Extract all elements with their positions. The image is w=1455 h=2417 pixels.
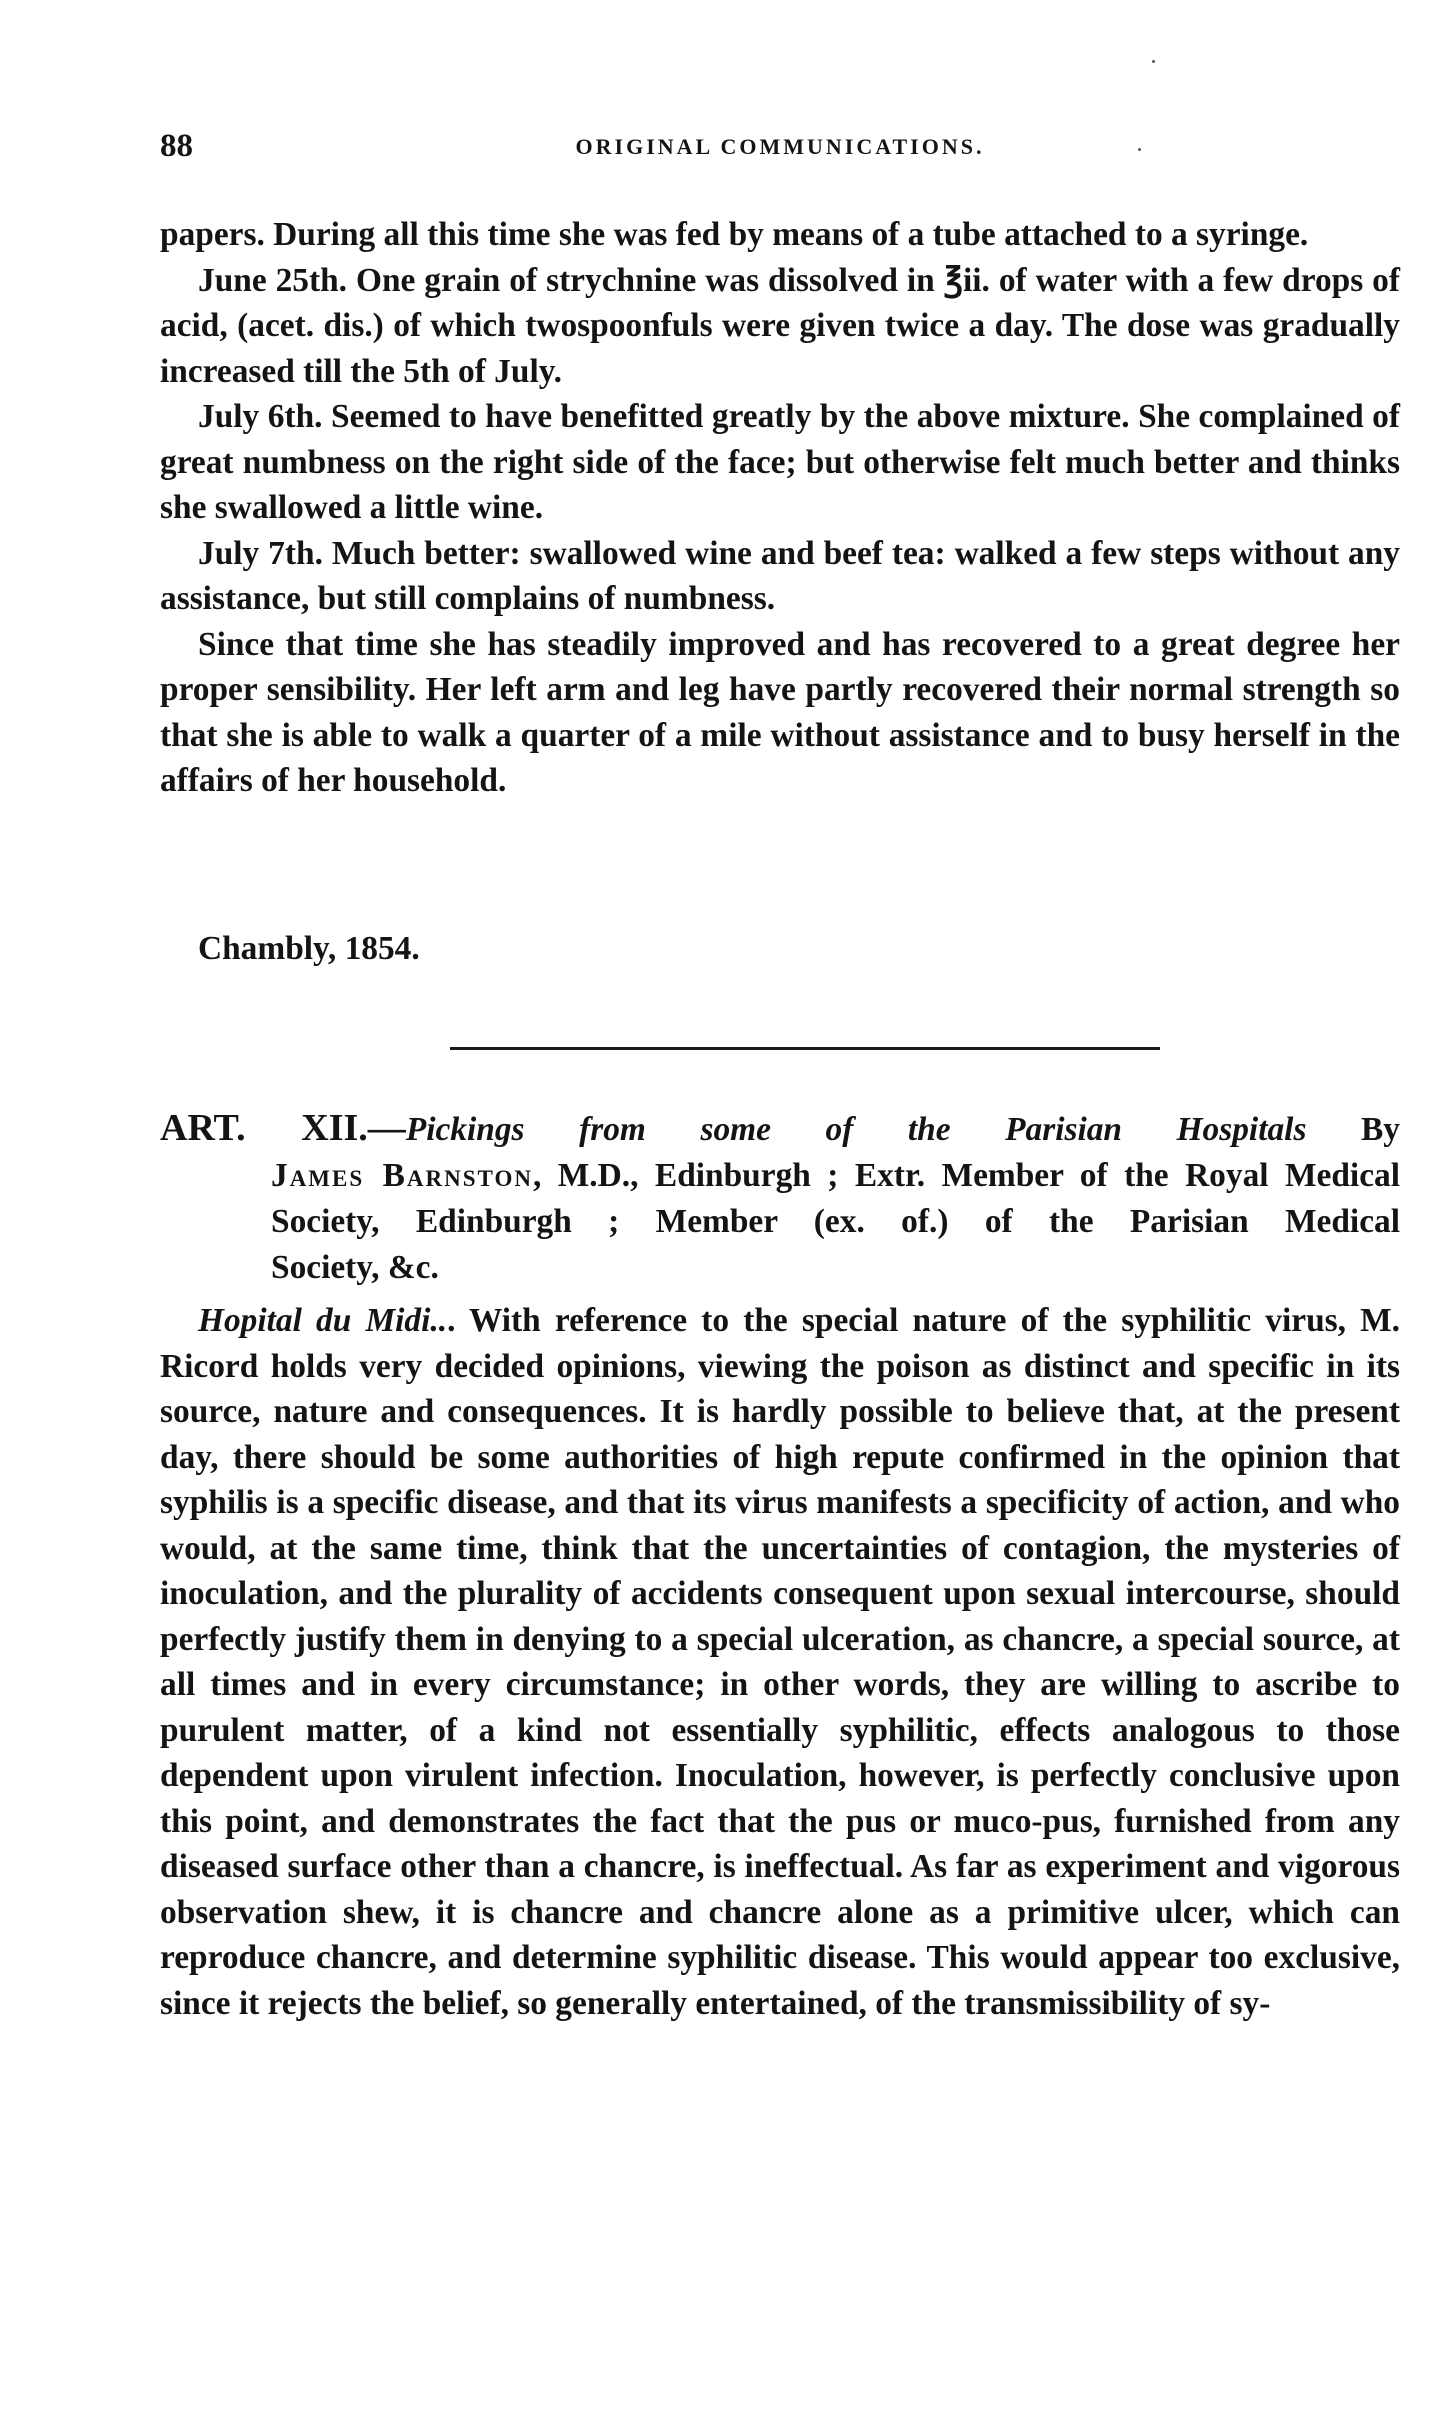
article-heading xyxy=(160,1105,1400,1291)
page-header xyxy=(160,128,1400,168)
byline-word: By xyxy=(1306,1111,1400,1148)
running-title: ORIGINAL COMMUNICATIONS. xyxy=(575,134,985,159)
paragraph: July 6th. Seemed to have benefitted greatly by the above mixture. She complained of great numbness on the right side of the face; but otherwise felt much better and thinks she swallowed a little wine. xyxy=(160,398,1400,526)
article-title: Pickings from some of the Parisian Hospitals xyxy=(405,1111,1307,1148)
section-divider xyxy=(450,1047,1160,1050)
paragraph: June 25th. One grain of strychnine was dissolved in ℥ii. of water with a few drops of acid, (acet. dis.) of which twospoonfuls were given twice a day. The dose was gradually increased till the 5th of July. xyxy=(160,261,1400,390)
article-paragraph xyxy=(160,1298,1400,2026)
stray-ink-mark xyxy=(1152,60,1155,63)
signoff: Chambly, 1854. xyxy=(198,930,420,967)
article-body-text: . With reference to the special nature of the syphilitic virus, M. Ricord holds very decided opinions, viewing the poison as distinct and specific in its source, nature and consequences. It is hardly possible to believe that, at the present day, there should be some authorities of high repute confirmed in the opinion that syphilis is a specific disease, and that its virus manifests a specificity of action, and who would, at the same time, think that the uncertainties of contagion, the mysteries of inoculation, and the plurality of accidents consequent upon sexual intercourse, should perfectly justify them in denying to a special ulceration, as chancre, a special source, at all times and in every circumstance; in other words, they are willing to ascribe to purulent matter, of a kind not essentially syphilitic, effects analogous to those dependent upon virulent infection. Inoculation, however, is perfectly conclusive upon this point, and demonstrates the fact that the pus or muco-pus, furnished from any diseased surface other than a chancre, is ineffectual. As far as experiment and vigorous observation shew, it is chancre and chancre alone as a primitive ulcer, which can reproduce chancre, and determine syphilitic disease. This would appear too exclusive, since it rejects the belief, so generally entertained, of the transmissibility of sy- xyxy=(160,1302,1401,2022)
author-credentials-line-2: Society, Edinburgh ; Member (ex. of.) of the Parisian Medical xyxy=(271,1203,1400,1240)
article-body xyxy=(160,1298,1400,2026)
author-credentials-line-3: Society, &c. xyxy=(271,1249,439,1286)
article-heading-line-1 xyxy=(160,1105,1400,1153)
paragraph: Since that time she has steadily improved and has recovered to a great degree her proper sensibility. Her left arm and leg have partly recovered their normal strength so that she is able to walk a quarter of a mile without assistance and to busy herself in the affairs of her household. xyxy=(160,625,1400,799)
hospital-name: Hopital du Midi.. xyxy=(198,1302,448,1339)
page-number: 88 xyxy=(160,128,193,164)
article-author: James Barnston xyxy=(271,1157,533,1194)
article-number: ART. XII.— xyxy=(160,1107,406,1149)
paragraph: July 7th. Much better: swallowed wine and beef tea: walked a few steps without any assistance, but still complains of numbness. xyxy=(160,534,1400,617)
article-heading-line-2 xyxy=(160,1153,1400,1199)
author-credentials: , M.D., Edinburgh ; Extr. Member of the Royal Medical xyxy=(532,1157,1400,1194)
case-report-text xyxy=(160,212,1400,804)
paragraph: papers. During all this time she was fed by means of a tube attached to a syringe. xyxy=(160,216,1309,253)
